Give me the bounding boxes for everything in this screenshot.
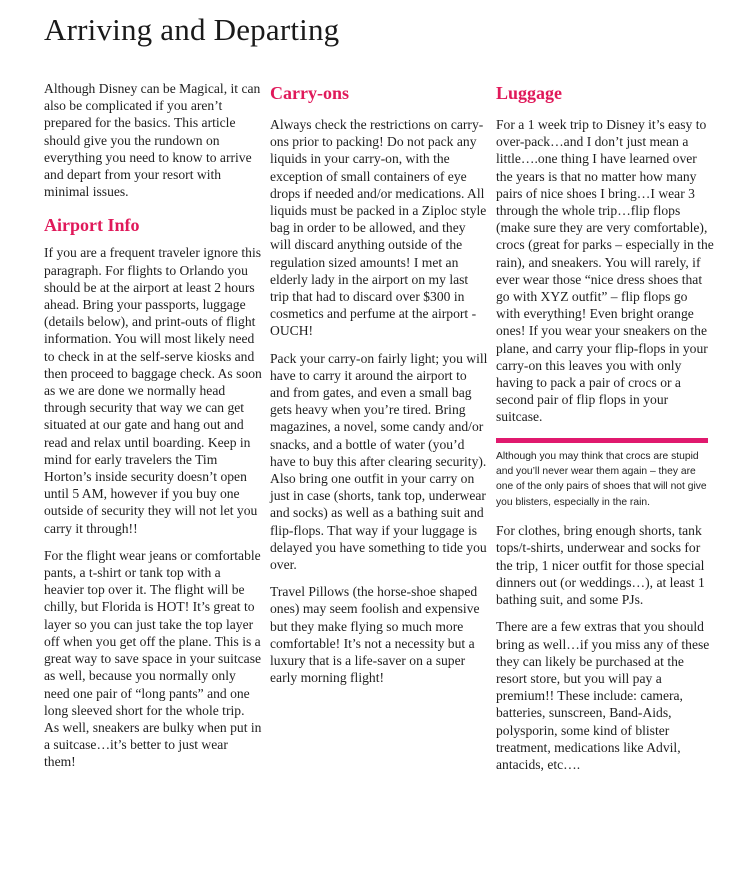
airport-info-heading: Airport Info [44, 215, 140, 236]
luggage-heading: Luggage [496, 83, 563, 103]
airport-paragraph-1: If you are a frequent traveler ignore this paragraph. For flights to Orlando you should be at the airport at least 2 hours ahead. Bring your passports, luggage (details below), and print-outs of flight information. You will most likely need to check in at the self-serve kiosks and then proceed to baggage check. As soon as we are done we normally head through security that way we can get situated at our gate and hang out and read and relax until boarding. Keep in mind for early travelers the Tim Horton’s inside security doesn’t open until 5 AM, however if you buy one outside of security they will not let you carry it through!! [44, 245, 262, 536]
carry-ons-paragraph-3: Travel Pillows (the horse-shoe shaped ones) may seem foolish and expensive but they make flying so much more comfortable! It’s not a necessity but a luxury that is a life-saver on a super early morning flight! [270, 584, 480, 686]
column-left [44, 80, 262, 781]
column-middle [270, 80, 488, 697]
crocs-callout: Although you may think that crocs are stupid and you’ll never wear them again – they are one of the only pairs of shoes that will not give you blisters, especially in the rain. [496, 450, 707, 508]
callout-divider [496, 438, 708, 443]
page-title: Arriving and Departing [44, 12, 340, 47]
intro-paragraph: Although Disney can be Magical, it can also be complicated if you aren’t prepared for the basics. This article should give you the rundown on everything you need to know to arrive and depart from your resort with minimal issues. [44, 81, 261, 200]
column-right [496, 80, 714, 783]
luggage-paragraph-2: For clothes, bring enough shorts, tank tops/t-shirts, underwear and socks for the trip, 1 nicer outfit for those special dinners out (or weddings…), at least 1 bathing suit, and some PJs. [496, 523, 705, 608]
carry-ons-paragraph-2: Pack your carry-on fairly light; you will have to carry it around the airport to and from gates, and even a small bag gets heavy when you’re tired. Bring magazines, a novel, some candy and/or snacks, and a bottle of water (you’d have to buy this after clearing security). Also bring one outfit in your carry on just in case (shorts, tank top, underwear and socks) as well as a bathing suit and flip-flops. That way if your luggage is delayed you have something to tide you over. [270, 350, 488, 573]
carry-ons-heading: Carry-ons [270, 83, 349, 103]
airport-paragraph-2: For the flight wear jeans or comfortable pants, a t-shirt or tank top with a heavier top over it. The flight will be chilly, but Florida is HOT! It’s great to layer so you can just take the top layer off when you get off the plane. This is a great way to save space in your suitcase as well, because you normally only need one pair of “long pants” and one long sleeved short for the whole trip. As well, sneakers are bulky when put in a suitcase…it’s better to just wear them! [44, 547, 262, 770]
carry-ons-paragraph-1: Always check the restrictions on carry-ons prior to packing! Do not pack any liquids in your carry-on, with the exception of small containers of eye drops if needed and/or medications. All liquids must be packed in a Ziploc style bag in order to be allowed, and they will discard anything outside of the regulation sized amounts! I met an elderly lady in the airport on my last trip that had to discard over $300 in cosmetics and perfume at the airport - OUCH! [270, 117, 487, 339]
luggage-paragraph-3: There are a few extras that you should bring as well…if you miss any of these they can likely be purchased at the resort store, but you will pay a premium!! These include: camera, batteries, sunscreen, Band-Aids, polysporin, some kind of blister treatment, medications like Advil, antacids, etc…. [496, 619, 710, 772]
luggage-paragraph-1: For a 1 week trip to Disney it’s easy to over-pack…and I don’t just mean a little….one thing I have learned over the years is that no matter how many pairs of nice shoes I bring…I wear 3 through the whole trip…flip flops (make sure they are very comfortable), crocs (great for parks – especially in the rain), and sneakers. You will rarely, if ever wear those “nice dress shoes that go with XYZ outfit” – flip flops go with everything! Even bright orange ones! If you wear your sneakers on the plane, and carry your flip-flops in your carry-on this leaves you with only having to pack a pair of crocs or a second pair of flip flops in your suitcase. [496, 117, 714, 425]
